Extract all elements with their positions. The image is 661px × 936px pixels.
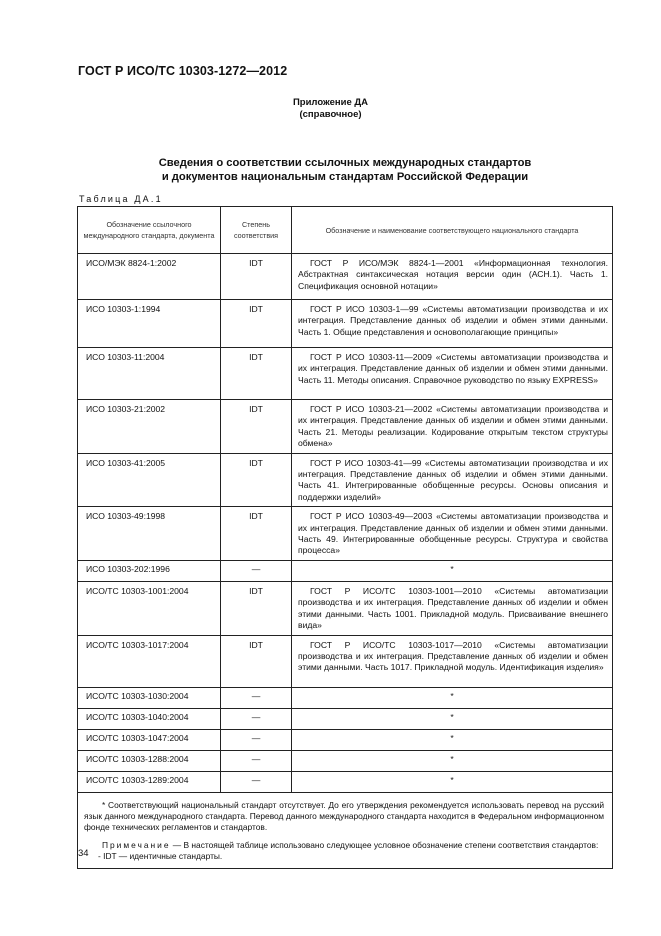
degree-cell: IDT [221,300,292,348]
column-header-degree: Степень соответствия [221,207,292,254]
national-standard-cell [292,453,613,507]
international-standard-cell: ИСО/ТС 10303-1288:2004 [78,750,221,771]
international-standard-cell: ИСО 10303-41:2005 [78,453,221,507]
international-standard-cell: ИСО/МЭК 8824-1:2002 [78,254,221,300]
table-row [78,453,613,507]
footnote-text: * Соответствующий национальный стандарт отсутствует. До его утверждения рекомендуется использовать перевод на русский язык данного международного стандарта. Перевод данного международного стандарта находится в Федеральном информационном фонде технических регламентов и стандартов. [84,799,604,833]
note-item: - IDT — идентичные стандарты. [98,851,223,862]
section-title [100,156,590,184]
degree-cell: IDT [221,635,292,687]
degree-cell: — [221,729,292,750]
international-standard-cell: ИСО/ТС 10303-1289:2004 [78,771,221,792]
national-standard-cell [292,254,613,300]
national-standard-cell: * [292,687,613,708]
international-standard-cell: ИСО 10303-1:1994 [78,300,221,348]
national-standard-cell: * [292,708,613,729]
national-standard-cell [292,348,613,400]
national-standard-text: ГОСТ Р ИСО 10303-49—2003 «Системы автоматизации производства и их интеграция. Представление данных об изделии и обмен этими данными. Часть 49. Интегрированные обобщенные ресурсы. Структура и свойства процесса» [298,511,608,556]
national-standard-cell: * [292,771,613,792]
table-row [78,254,613,300]
degree-cell: IDT [221,581,292,635]
national-standard-text: ГОСТ Р ИСО/ТС 10303-1001—2010 «Системы автоматизации производства и их интеграция. Представление данных об изделии и обмен этими данными. Часть 1001. Прикладной модуль. Присваивание внешнего вида» [298,585,608,631]
international-standard-cell: ИСО 10303-202:1996 [78,560,221,581]
degree-cell: — [221,771,292,792]
table-row [78,400,613,454]
appendix-title: Приложение ДА [292,97,369,108]
international-standard-cell: ИСО/ТС 10303-1040:2004 [78,708,221,729]
table-header-row [78,207,613,254]
national-standard-cell: * [292,729,613,750]
column-header-international: Обозначение ссылочного международного стандарта, документа [78,207,221,254]
correspondence-table [77,206,613,869]
page-number: 34 [78,848,89,859]
national-standard-cell [292,400,613,454]
national-standard-cell [292,300,613,348]
note-paragraph [84,840,604,851]
degree-cell: IDT [221,254,292,300]
table-caption: Таблица ДА.1 [79,194,163,204]
international-standard-cell: ИСО/ТС 10303-1001:2004 [78,581,221,635]
table-row [78,687,613,708]
international-standard-cell: ИСО 10303-49:1998 [78,507,221,561]
degree-cell: — [221,750,292,771]
national-standard-cell [292,507,613,561]
national-standard-text: ГОСТ Р ИСО 10303-11—2009 «Системы автоматизации производства и их интеграция. Представление данных об изделии и обмен этими данными. Часть 11. Методы описания. Справочное руководство по языку EXPRESS» [298,352,608,385]
national-standard-cell [292,581,613,635]
table-row [78,581,613,635]
table-row [78,560,613,581]
section-title-line-1: Сведения о соответствии ссылочных международных стандартов [158,157,532,169]
column-header-national: Обозначение и наименование соответствующего национального стандарта [292,207,613,254]
degree-cell: IDT [221,348,292,400]
table-row [78,771,613,792]
document-header: ГОСТ Р ИСО/ТС 10303-1272—2012 [78,64,288,78]
international-standard-cell: ИСО/ТС 10303-1017:2004 [78,635,221,687]
table-footnote-cell [78,792,613,868]
degree-cell: IDT [221,400,292,454]
international-standard-cell: ИСО 10303-11:2004 [78,348,221,400]
table-footer-row [78,792,613,868]
note-label: Примечание [102,839,171,850]
table-row [78,348,613,400]
international-standard-cell: ИСО/ТС 10303-1030:2004 [78,687,221,708]
national-standard-text: ГОСТ Р ИСО/МЭК 8824-1—2001 «Информационная технология. Абстрактная синтаксическая нотация версии один (АСН.1). Часть 1. Спецификация основной нотации» [298,258,608,291]
degree-cell: — [221,560,292,581]
section-title-line-2: и документов национальным стандартам Российской Федерации [161,171,529,183]
table-row [78,300,613,348]
table-row [78,635,613,687]
note-text: — В настоящей таблице использовано следующее условное обозначение степени соответствия стандартов: [170,839,599,850]
table-row [78,708,613,729]
appendix-subtitle: (справочное) [299,109,362,120]
international-standard-cell: ИСО 10303-21:2002 [78,400,221,454]
table-row [78,729,613,750]
national-standard-cell: * [292,560,613,581]
national-standard-text: ГОСТ Р ИСО 10303-21—2002 «Системы автоматизации производства и их интеграция. Представление данных об изделии и обмен этими данными. Часть 21. Методы реализации. Кодирование открытым текстом структуры обмена» [298,404,608,449]
degree-cell: — [221,687,292,708]
table-row [78,507,613,561]
degree-cell: IDT [221,507,292,561]
international-standard-cell: ИСО/ТС 10303-1047:2004 [78,729,221,750]
national-standard-cell: * [292,750,613,771]
table-row [78,750,613,771]
degree-cell: — [221,708,292,729]
degree-cell: IDT [221,453,292,507]
appendix-label [0,97,661,121]
national-standard-cell [292,635,613,687]
national-standard-text: ГОСТ Р ИСО/ТС 10303-1017—2010 «Системы автоматизации производства и их интеграция. Представление данных об изделии и обмен этими данными. Часть 1017. Прикладной модуль. Идентификация изделия» [298,639,608,673]
national-standard-text: ГОСТ Р ИСО 10303-1—99 «Системы автоматизации производства и их интеграция. Представление данных об изделии и обмен этими данными. Часть 1. Общие представления и основополагающие принципы» [298,304,608,337]
national-standard-text: ГОСТ Р ИСО 10303-41—99 «Системы автоматизации производства и их интеграция. Представление данных об изделии и обмен этими данными. Часть 41. Интегрированные обобщенные ресурсы. Основы описания и поддержки изделий» [298,457,608,502]
